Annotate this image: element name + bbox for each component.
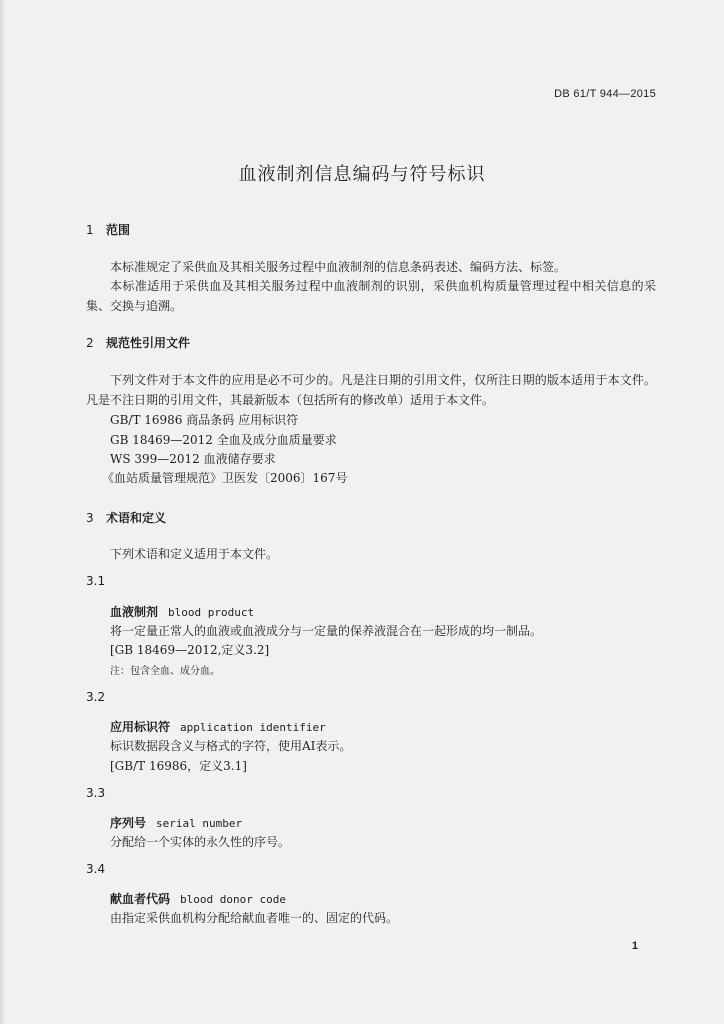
term-heading: [110, 814, 242, 831]
reference-item: GB/T 16986 商品条码 应用标识符: [110, 413, 299, 427]
term-name: 献血者代码: [110, 892, 171, 906]
section-2-intro: 下列文件对于本文件的应用是必不可少的。凡是注日期的引用文件，仅所注日期的版本适用于本文件。凡是不注日期的引用文件，其最新版本（包括所有的修改单）适用于本文件。: [86, 373, 656, 407]
term-heading: [110, 603, 254, 620]
section-1-heading: [86, 221, 130, 238]
term-source: [GB 18469—2012,定义3.2]: [110, 643, 270, 657]
term-english: blood donor code: [180, 893, 286, 906]
reference-item: GB 18469—2012 全血及成分血质量要求: [110, 433, 337, 447]
term-definition: 标识数据段含义与格式的字符，使用AI表示。: [110, 739, 352, 753]
term-heading: [110, 890, 286, 907]
section-1-paragraph-2: 本标准适用于采供血及其相关服务过程中血液制剂的识别，采供血机构质量管理过程中相关信息的采集、交换与追溯。: [86, 279, 656, 313]
section-2-number: 2: [86, 336, 94, 350]
section-3-number: 3: [86, 511, 94, 525]
term-number: 3.4: [86, 862, 106, 876]
term-definition: 分配给一个实体的永久性的序号。: [110, 835, 291, 849]
term-english: application identifier: [180, 721, 326, 734]
document-title: 血液制剂信息编码与符号标识: [238, 164, 486, 185]
standard-code: DB 61/T 944—2015: [554, 88, 656, 100]
term-name: 血液制剂: [110, 605, 159, 619]
reference-item: WS 399—2012 血液储存要求: [110, 452, 276, 466]
term-definition: 将一定量正常人的血液或血液成分与一定量的保养液混合在一起形成的均一制品。: [110, 624, 543, 638]
term-number: 3.2: [86, 690, 106, 704]
term-heading: [110, 718, 326, 735]
term-number: 3.3: [86, 786, 106, 800]
term-number: 3.1: [86, 574, 106, 588]
section-2-heading: [86, 334, 190, 351]
reference-item: 《血站质量管理规范》卫医发〔2006〕167号: [102, 471, 348, 485]
term-english: blood product: [168, 606, 255, 619]
section-3-title: 术语和定义: [106, 511, 167, 525]
section-1-title: 范围: [106, 223, 131, 237]
section-1-paragraph-1: 本标准规定了采供血及其相关服务过程中血液制剂的信息条码表述、编码方法、标签。: [110, 260, 567, 274]
section-1-number: 1: [86, 223, 94, 237]
page-number: 1: [631, 940, 638, 952]
section-2-title: 规范性引用文件: [106, 336, 191, 350]
term-note: 注：包含全血、成分血。: [110, 666, 220, 677]
section-3-heading: [86, 509, 166, 526]
term-name: 序列号: [110, 816, 147, 830]
page-edge-shadow: [0, 0, 6, 1024]
section-3-intro: 下列术语和定义适用于本文件。: [110, 547, 279, 561]
term-english: serial number: [156, 817, 243, 830]
term-source: [GB/T 16986，定义3.1]: [110, 759, 247, 773]
term-definition: 由指定采供血机构分配给献血者唯一的、固定的代码。: [110, 911, 399, 925]
term-name: 应用标识符: [110, 720, 171, 734]
